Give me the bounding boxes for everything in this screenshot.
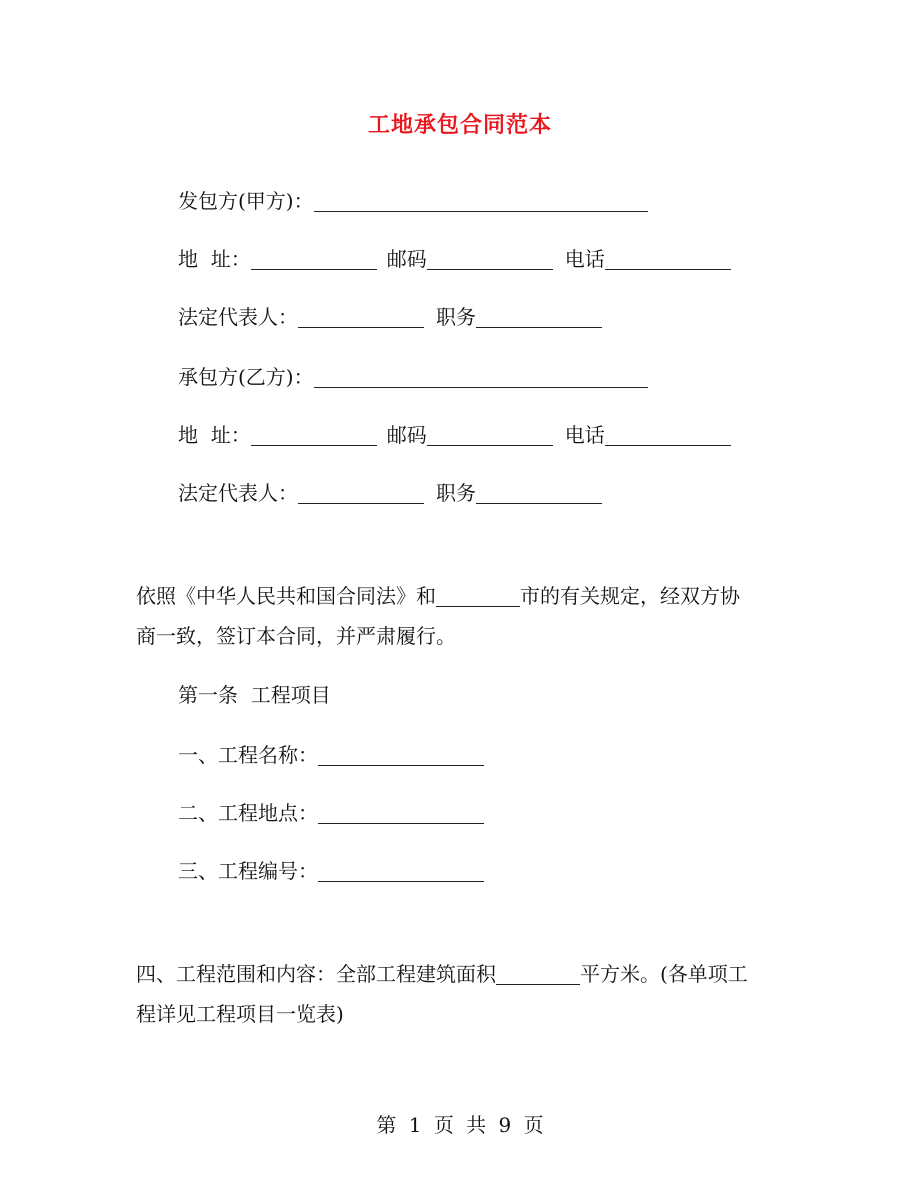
preamble-line-1: [136, 576, 796, 616]
preamble-paragraph: [136, 576, 796, 656]
party-a-blank[interactable]: [314, 189, 648, 212]
project-location-label: 二、工程地点：: [178, 801, 318, 825]
article-1-heading-text: 第一条 工程项目: [178, 683, 331, 707]
party-b-postcode-blank[interactable]: [427, 423, 553, 446]
party-b-position-label: 职务: [436, 481, 476, 505]
party-a-position-blank[interactable]: [476, 305, 602, 328]
project-name-line: [178, 740, 484, 770]
party-b-phone-blank[interactable]: [605, 423, 731, 446]
party-b-rep-label: 法定代表人：: [178, 481, 298, 505]
party-a-postcode-label: 邮码: [386, 247, 427, 271]
page-number-footer: 第 1 页 共 9 页: [376, 1113, 544, 1137]
project-location-line: [178, 798, 484, 828]
party-a-rep-label: 法定代表人：: [178, 305, 298, 329]
party-a-position-label: 职务: [436, 305, 476, 329]
project-number-blank[interactable]: [318, 859, 484, 882]
project-scope-line-1: [136, 954, 796, 994]
party-b-phone-label: 电话: [564, 423, 605, 447]
party-a-postcode-blank[interactable]: [427, 247, 553, 270]
party-a-label: 发包方(甲方)：: [178, 189, 314, 213]
party-b-address-label: 地 址：: [178, 423, 251, 447]
party-a-rep-line: [178, 302, 602, 332]
project-scope-line-2: 程详见工程项目一览表): [136, 1002, 344, 1026]
party-b-blank[interactable]: [314, 365, 648, 388]
project-name-label: 一、工程名称：: [178, 743, 318, 767]
party-b-rep-line: [178, 478, 602, 508]
preamble-city-blank[interactable]: [436, 584, 520, 607]
party-b-rep-blank[interactable]: [298, 481, 424, 504]
preamble-part-2: 市的有关规定，经双方协: [520, 584, 740, 608]
party-b-address-line: [178, 420, 731, 450]
project-scope-part-2: 平方米。(各单项工: [580, 962, 748, 986]
project-name-blank[interactable]: [318, 743, 484, 766]
party-b-position-blank[interactable]: [476, 481, 602, 504]
project-scope-part-1: 四、工程范围和内容：全部工程建筑面积: [136, 962, 496, 986]
preamble-part-1: 依照《中华人民共和国合同法》和: [136, 584, 436, 608]
party-a-phone-blank[interactable]: [605, 247, 731, 270]
project-area-blank[interactable]: [496, 962, 580, 985]
party-b-line: [178, 362, 648, 392]
party-b-postcode-label: 邮码: [386, 423, 427, 447]
party-a-rep-blank[interactable]: [298, 305, 424, 328]
party-b-label: 承包方(乙方)：: [178, 365, 314, 389]
project-number-line: [178, 856, 484, 886]
preamble-line-2: 商一致，签订本合同，并严肃履行。: [136, 624, 456, 648]
party-b-address-blank[interactable]: [251, 423, 377, 446]
party-a-phone-label: 电话: [564, 247, 605, 271]
party-a-line: [178, 186, 648, 216]
party-a-address-line: [178, 244, 731, 274]
project-scope-paragraph: [136, 954, 796, 1034]
article-1-heading: [178, 680, 331, 710]
document-title: 工地承包合同范本: [367, 112, 552, 138]
project-location-blank[interactable]: [318, 801, 484, 824]
project-number-label: 三、工程编号：: [178, 859, 318, 883]
party-a-address-blank[interactable]: [251, 247, 377, 270]
party-a-address-label: 地 址：: [178, 247, 251, 271]
